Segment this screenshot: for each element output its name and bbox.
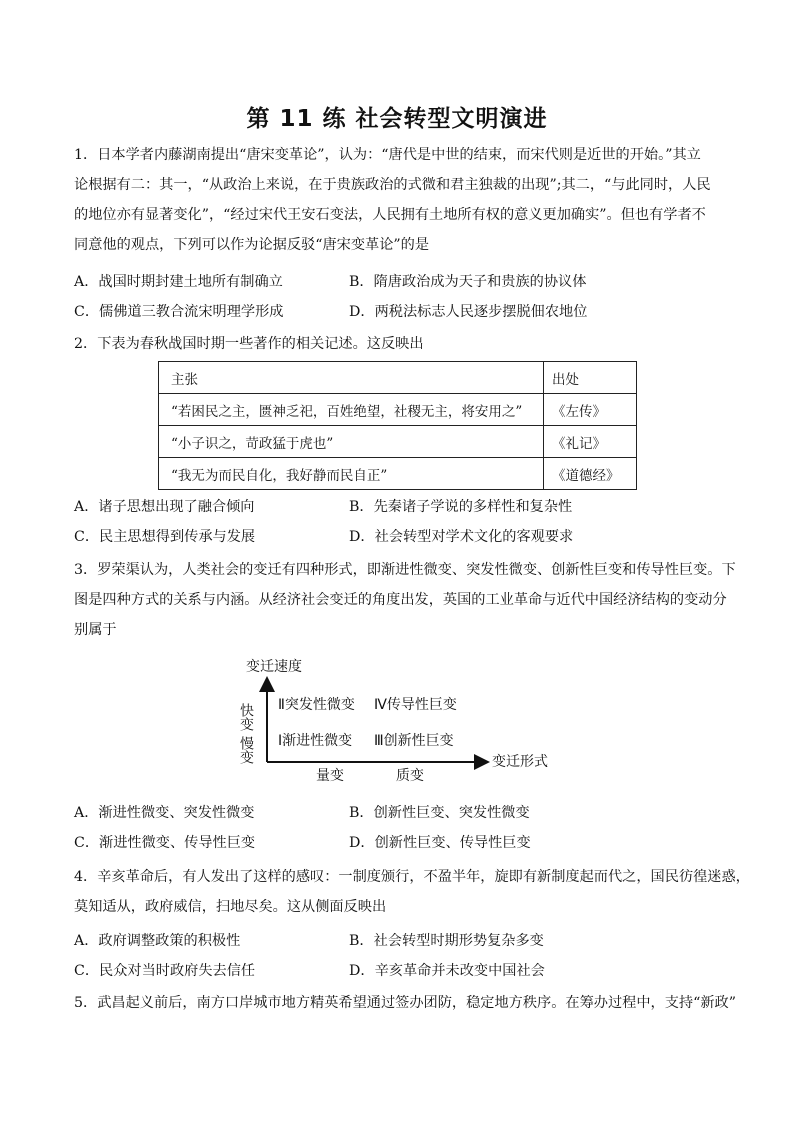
source-table [158,361,637,490]
table-cell-quote: “我无为而民自化，我好静而民自正” [159,458,544,490]
quadrant-4-label: Ⅳ传导性巨变 [374,697,457,713]
quadrant-2-label: Ⅱ突发性微变 [278,697,355,713]
table-cell-source: 《道德经》 [544,458,637,490]
table-cell-source: 《左传》 [544,394,637,426]
q2-option-c[interactable]: C．民主思想得到传承与发展 [74,529,256,545]
q1-option-c[interactable]: C．儒佛道三教合流宋明理学形成 [74,304,284,320]
q2-option-a[interactable]: A．诸子思想出现了融合倾向 [74,499,255,515]
question-5-line: 5．武昌起义前后，南方口岸城市地方精英希望通过签办团防，稳定地方秩序。在筹办过程中，支持“新政” [74,995,736,1011]
q3-option-b[interactable]: B．创新性巨变、突发性微变 [349,805,530,821]
change-forms-diagram [230,654,560,784]
table-row [159,458,637,490]
table-row [159,394,637,426]
q1-option-b[interactable]: B．隋唐政治成为天子和贵族的协议体 [349,274,587,290]
question-3-line: 别属于 [74,622,117,638]
x-quant-label: 量变 [316,768,344,784]
table-row [159,426,637,458]
q3-option-a[interactable]: A．渐进性微变、突发性微变 [74,805,255,821]
x-qual-label: 质变 [396,768,424,784]
question-1-line: 同意他的观点，下列可以作为论据反驳“唐宋变革论”的是 [74,237,430,253]
q4-option-a[interactable]: A．政府调整政策的积极性 [74,933,241,949]
quadrant-3-label: Ⅲ创新性巨变 [374,733,454,749]
q2-option-b[interactable]: B．先秦诸子学说的多样性和复杂性 [349,499,573,515]
table-header-row [159,362,637,394]
question-4-line: 莫知适从，政府威信，扫地尽矣。这从侧面反映出 [74,899,387,915]
y-fast-label: 快变 [238,703,254,731]
q4-option-d[interactable]: D．辛亥革命并未改变中国社会 [349,963,545,979]
question-2-line: 2．下表为春秋战国时期一些著作的相关记述。这反映出 [74,336,424,352]
question-5-stem [74,988,736,1018]
q1-option-d[interactable]: D．两税法标志人民逐步摆脱佃农地位 [349,304,588,320]
question-3-line: 图是四种方式的关系与内涵。从经济社会变迁的角度出发，英国的工业革命与近代中国经济结构的变动分 [74,592,727,608]
q3-option-c[interactable]: C．渐进性微变、传导性巨变 [74,835,256,851]
question-1-line: 论根据有二：其一，“从政治上来说，在于贵族政治的式微和君主独裁的出现”;其二，“与此同时，人民 [74,177,711,193]
q2-option-d[interactable]: D．社会转型对学术文化的客观要求 [349,529,574,545]
table-header-cell: 出处 [544,362,637,394]
table-cell-quote: “若困民之主，匮神乏祀，百姓绝望，社稷无主，将安用之” [159,394,544,426]
table-header-cell: 主张 [159,362,544,394]
question-1-line: 1．日本学者内藤湖南提出“唐宋变革论”，认为：“唐代是中世的结束，而宋代则是近世的开始。”其立 [74,147,701,163]
question-3-stem [74,555,736,645]
table-cell-source: 《礼记》 [544,426,637,458]
x-axis-label: 变迁形式 [492,754,548,770]
q1-option-a[interactable]: A．战国时期封建土地所有制确立 [74,274,283,290]
page-title: 第 11 练 社会转型文明演进 [246,106,548,132]
question-3-line: 3．罗荣渠认为，人类社会的变迁有四种形式，即渐进性微变、突发性微变、创新性巨变和传导性巨变。下 [74,562,736,578]
question-1-line: 的地位亦有显著变化”，“经过宋代王安石变法，人民拥有土地所有权的意义更加确实”。但也有学者不 [74,207,706,223]
q4-option-b[interactable]: B．社会转型时期形势复杂多变 [349,933,544,949]
quadrant-1-label: Ⅰ渐进性微变 [278,733,353,749]
question-2-stem [74,329,726,359]
question-4-stem [74,862,750,922]
question-1-stem [74,140,726,260]
table-cell-quote: “小子识之，苛政猛于虎也” [159,426,544,458]
q3-option-d[interactable]: D．创新性巨变、传导性巨变 [349,835,531,851]
q4-option-c[interactable]: C．民众对当时政府失去信任 [74,963,256,979]
y-slow-label: 慢变 [238,736,254,764]
question-4-line: 4．辛亥革命后，有人发出了这样的感叹：一制度颁行，不盈半年，旋即有新制度起而代之，国民彷徨迷惑， [74,869,750,885]
y-axis-label: 变迁速度 [246,659,302,675]
